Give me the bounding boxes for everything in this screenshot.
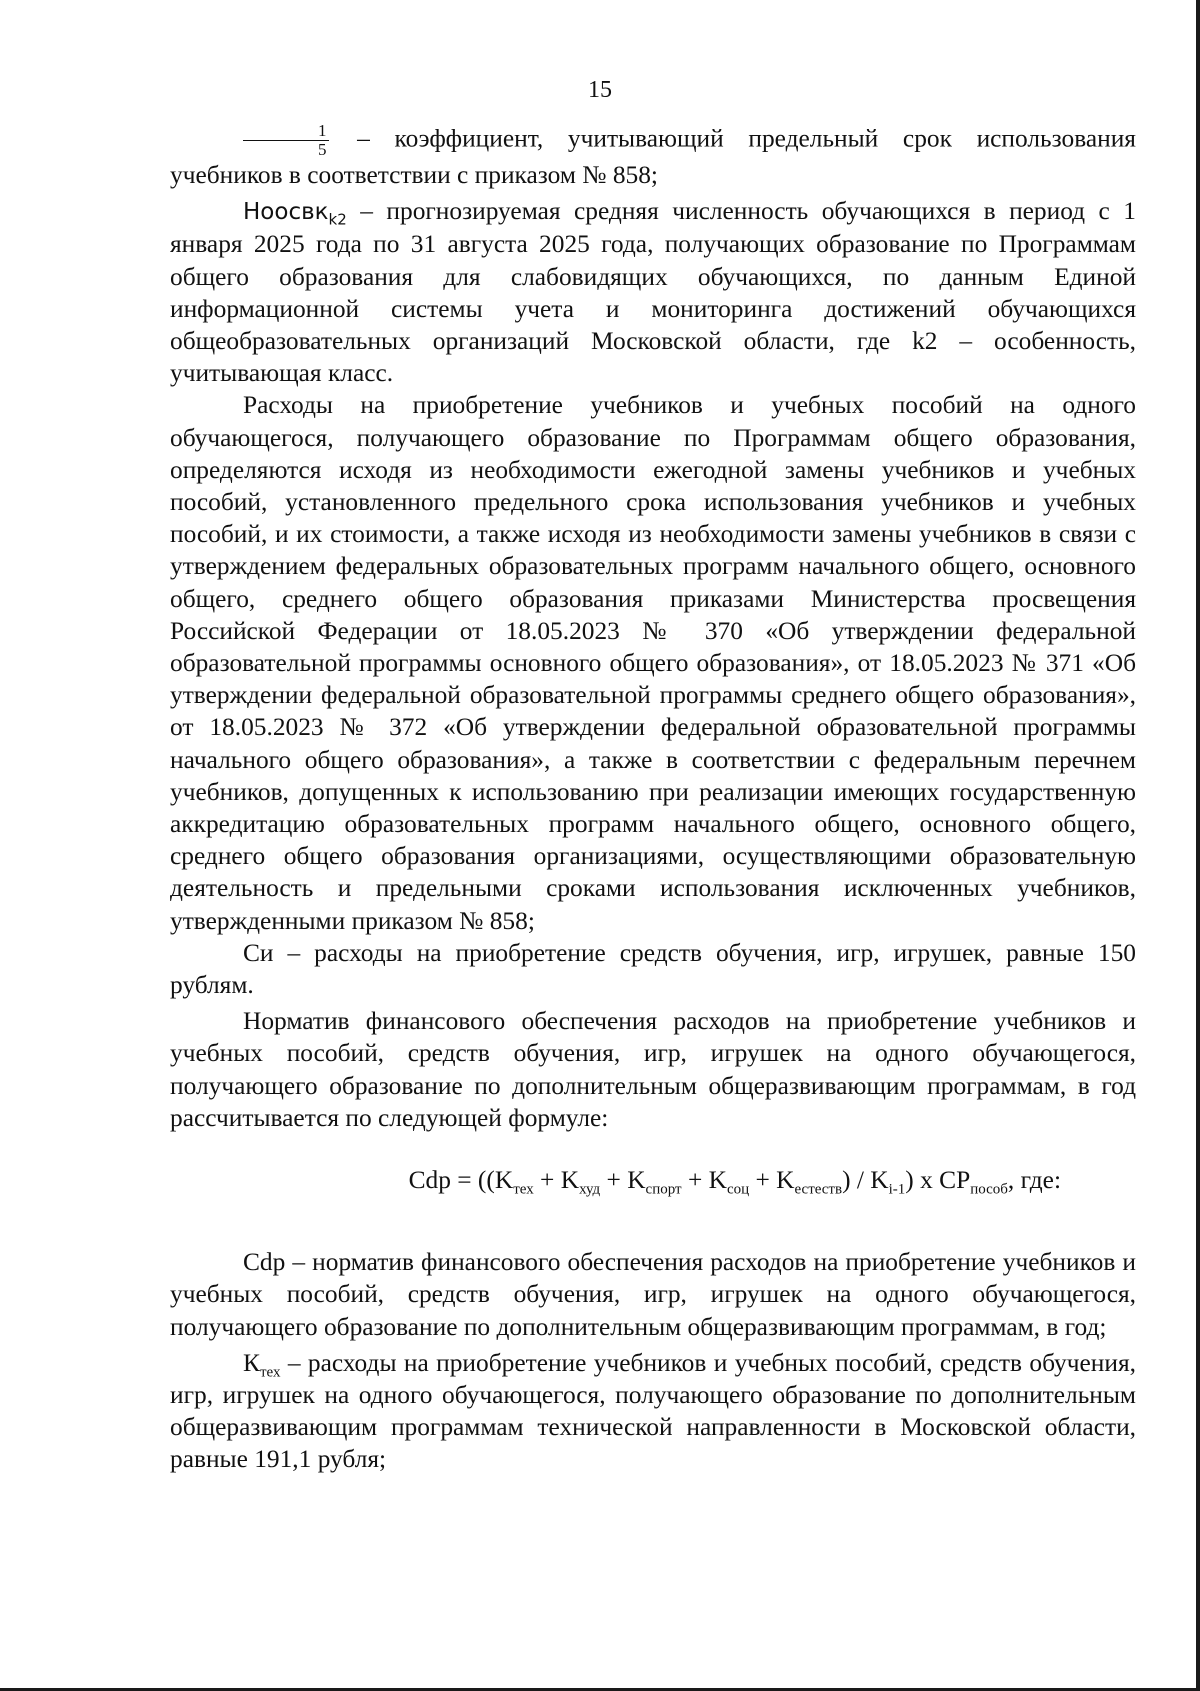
fraction-numerator: 1 — [243, 122, 329, 141]
symbol-k-tex-base: К — [243, 1348, 260, 1377]
formula-mult: ) x CP — [905, 1166, 971, 1195]
formula-plus-4: + K — [749, 1166, 795, 1195]
formula-k-tex-sub: тех — [513, 1181, 534, 1198]
paragraph-normative-intro: Норматив финансового обеспечения расходов на приобретение учебников и учебных пособий, средств обучения, игр, игрушек на одного обучающегося, получающего образование по дополнительным общеразвивающим программам, в год рассчитывается по следующей формуле: — [170, 1007, 1136, 1132]
fraction-denominator: 5 — [318, 140, 327, 159]
page-number: 15 — [588, 77, 612, 103]
formula-lhs: Cdp = ((K — [408, 1166, 514, 1195]
formula-k-prev-sub: i-1 — [888, 1181, 906, 1198]
symbol-noosvk-base: Ноосвк — [243, 199, 329, 226]
formula-cp-sub: пособ — [970, 1181, 1008, 1198]
paragraph-coefficient-text: – коэффициент, учитывающий предельный срок использования учебников в соответствии с приказом № 858; — [170, 124, 1136, 189]
paragraph-noosvk-text: – прогнозируемая средняя численность обучающихся в период с 1 января 2025 года по 31 августа 2025 года, получающих образование по Программам общего образования для слабовидящих обучающихся, по данным Единой информационной системы учета и мониторинга достижений обучающихся общеобразовательных организаций Московской области, где k2 – особенность, учитывающая класс. — [170, 197, 1136, 388]
formula-tail: , где: — [1007, 1166, 1061, 1195]
fraction-one-fifth — [243, 122, 329, 159]
formula-cdp — [170, 1164, 1136, 1196]
scan-right-border — [1196, 0, 1200, 1691]
symbol-noosvk — [243, 199, 347, 229]
paragraph-textbook-expenses: Расходы на приобретение учебников и учебных пособий на одного обучающегося, получающего образование по Программам общего образования, определяются исходя из необходимости ежегодной замены учебников и учебных пособий, установленного предельного срока использования учебников и учебных пособий, и их стоимости, а также исходя из необходимости замены учебников в связи с утверждением федеральных образовательных программ начального общего, основного общего, среднего общего образования приказами Министерства просвещения Российской Федерации от 18.05.2023 № 370 «Об утверждении федеральной образовательной программы основного общего образования», от 18.05.2023 № 371 «Об утверждении федеральной образовательной программы среднего общего образования», от 18.05.2023 № 372 «Об утверждении федеральной образовательной программы начального общего образования», а также в соответствии с федеральным перечнем учебников, допущенных к использованию при реализации имеющих государственную аккредитацию образовательных программ начального общего, основного общего, среднего общего образования организациями, осуществляющими образовательную деятельность и предельными сроками использования исключенных учебников, утвержденными приказом № 858; — [170, 391, 1136, 935]
formula-plus-2: + K — [600, 1166, 646, 1195]
formula-k-sport-sub: спорт — [645, 1181, 682, 1198]
symbol-noosvk-sub: k2 — [328, 210, 347, 229]
paragraph-k-tex-text: – расходы на приобретение учебников и учебных пособий, средств обучения, игр, игрушек на одного обучающегося, получающего образование по дополнительным общеразвивающим программам технической направленности в Московской области, равные 191,1 рубля; — [170, 1348, 1136, 1474]
paragraph-k-tex-definition — [170, 1347, 1136, 1476]
paragraph-cdp-definition: Cdp – норматив финансового обеспечения расходов на приобретение учебников и учебных пособий, средств обучения, игр, игрушек на одного обучающегося, получающего образование по дополнительным общеразвивающим программам, в год; — [170, 1248, 1136, 1341]
formula-k-hud-sub: худ — [579, 1181, 601, 1198]
symbol-k-tex — [243, 1348, 281, 1380]
document-body — [170, 122, 1136, 1476]
formula-k-soc-sub: соц — [726, 1181, 750, 1198]
paragraph-coefficient — [170, 122, 1136, 191]
symbol-k-tex-sub: тех — [259, 1363, 281, 1380]
paragraph-si: Си – расходы на приобретение средств обучения, игр, игрушек, равные 150 рублям. — [170, 938, 1136, 1000]
paragraph-noosvk — [170, 195, 1136, 389]
formula-plus-1: + K — [533, 1166, 580, 1195]
formula-k-est-sub: естеств — [794, 1181, 843, 1198]
formula-div: ) / K — [842, 1166, 889, 1195]
formula-plus-3: + K — [681, 1166, 727, 1195]
